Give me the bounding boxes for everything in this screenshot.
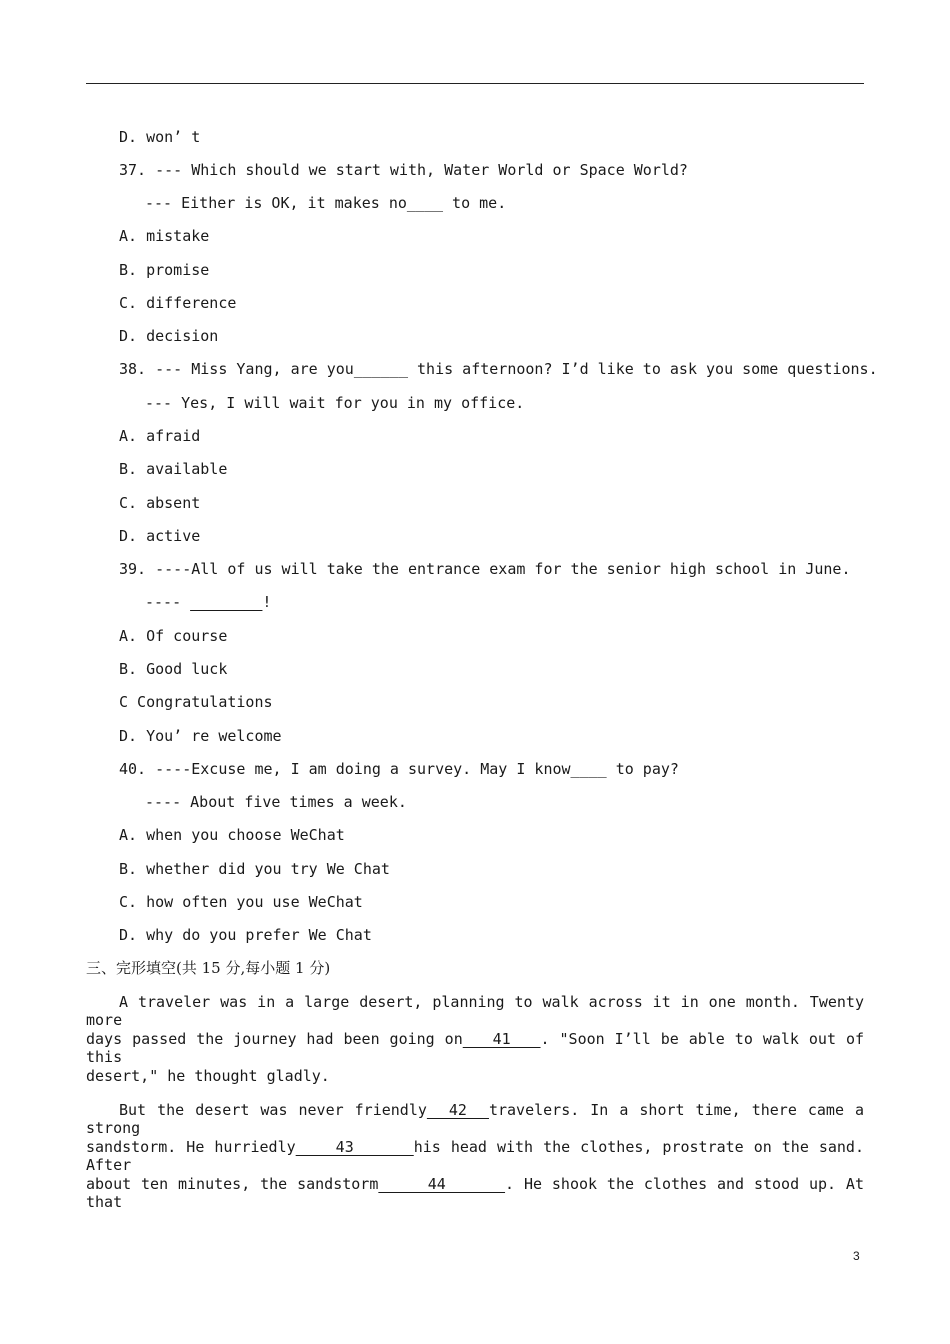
q37-reply xyxy=(145,194,506,212)
blank-43: 43 xyxy=(295,1138,414,1156)
q37-reply-tail: to me. xyxy=(443,194,507,212)
q37-option-b: B. promise xyxy=(119,261,210,279)
passage-text: about ten minutes, the sandstorm xyxy=(86,1175,379,1193)
q37-blank: ____ xyxy=(406,194,444,212)
passage-p2-line1 xyxy=(86,1101,864,1137)
passage-text: sandstorm. He hurriedly xyxy=(86,1138,296,1156)
q37-stem: 37. --- Which should we start with, Water World or Space World? xyxy=(119,161,688,179)
blank-44: 44 xyxy=(378,1175,506,1193)
passage-text: But the desert was never friendly xyxy=(119,1101,427,1119)
q37-option-d: D. decision xyxy=(119,327,219,345)
q38-option-d: D. active xyxy=(119,527,201,545)
q39-blank: ________ xyxy=(190,593,263,611)
q39-reply-text: ---- xyxy=(145,593,191,611)
q38-stem xyxy=(119,360,878,378)
q38-option-b: B. available xyxy=(119,460,228,478)
q40-stem-text: 40. ----Excuse me, I am doing a survey. May I know xyxy=(119,760,571,778)
q39-reply xyxy=(145,593,271,611)
q37-option-a: A. mistake xyxy=(119,227,210,245)
q39-option-a: A. Of course xyxy=(119,627,228,645)
q38-reply: --- Yes, I will wait for you in my office. xyxy=(145,394,525,412)
q39-option-b: B. Good luck xyxy=(119,660,228,678)
q38-stem-text: 38. --- Miss Yang, are you xyxy=(119,360,354,378)
q40-option-c: C. how often you use WeChat xyxy=(119,893,363,911)
q40-option-d: D. why do you prefer We Chat xyxy=(119,926,372,944)
passage-p1-line3: desert," he thought gladly. xyxy=(86,1067,330,1085)
blank-41: 41 xyxy=(462,1030,541,1048)
section-heading: 三、完形填空(共 15 分,每小题 1 分) xyxy=(86,959,331,977)
q39-option-c: C Congratulations xyxy=(119,693,273,711)
q40-stem-tail: to pay? xyxy=(606,760,679,778)
passage-text: . "Soon I’ll be able to walk out of this xyxy=(86,1030,865,1066)
passage-text: travelers. In a short time, there came a strong xyxy=(86,1101,865,1137)
q39-stem: 39. ----All of us will take the entrance exam for the senior high school in June. xyxy=(119,560,851,578)
q38-blank: ______ xyxy=(353,360,408,378)
passage-text: . He shook the clothes and stood up. At that xyxy=(86,1175,864,1211)
passage-p2-line3 xyxy=(86,1175,864,1211)
q37-option-c: C. difference xyxy=(119,294,237,312)
q40-blank: ____ xyxy=(570,760,607,778)
header-rule xyxy=(86,83,864,84)
passage-text: days passed the journey had been going on xyxy=(86,1030,463,1048)
q38-stem-tail: this afternoon? I’d like to ask you some questions. xyxy=(408,360,878,378)
q39-reply-tail: ! xyxy=(262,593,272,611)
blank-42: 42 xyxy=(426,1101,489,1119)
q40-option-a: A. when you choose WeChat xyxy=(119,826,345,844)
q36-option-d: D. won’ t xyxy=(119,128,201,146)
q40-stem xyxy=(119,760,679,778)
q39-option-d: D. You’ re welcome xyxy=(119,727,282,745)
passage-text: his head with the clothes, prostrate on the sand. After xyxy=(86,1138,864,1174)
passage-p1-line2 xyxy=(86,1030,864,1066)
q38-option-a: A. afraid xyxy=(119,427,201,445)
q38-option-c: C. absent xyxy=(119,494,201,512)
page-number: 3 xyxy=(853,1249,860,1263)
q40-reply: ---- About five times a week. xyxy=(145,793,407,811)
passage-p1-line1: A traveler was in a large desert, planning to walk across it in one month. Twenty more xyxy=(86,993,864,1029)
q37-reply-text: --- Either is OK, it makes no xyxy=(145,194,407,212)
passage-p2-line2 xyxy=(86,1138,864,1174)
q40-option-b: B. whether did you try We Chat xyxy=(119,860,390,878)
